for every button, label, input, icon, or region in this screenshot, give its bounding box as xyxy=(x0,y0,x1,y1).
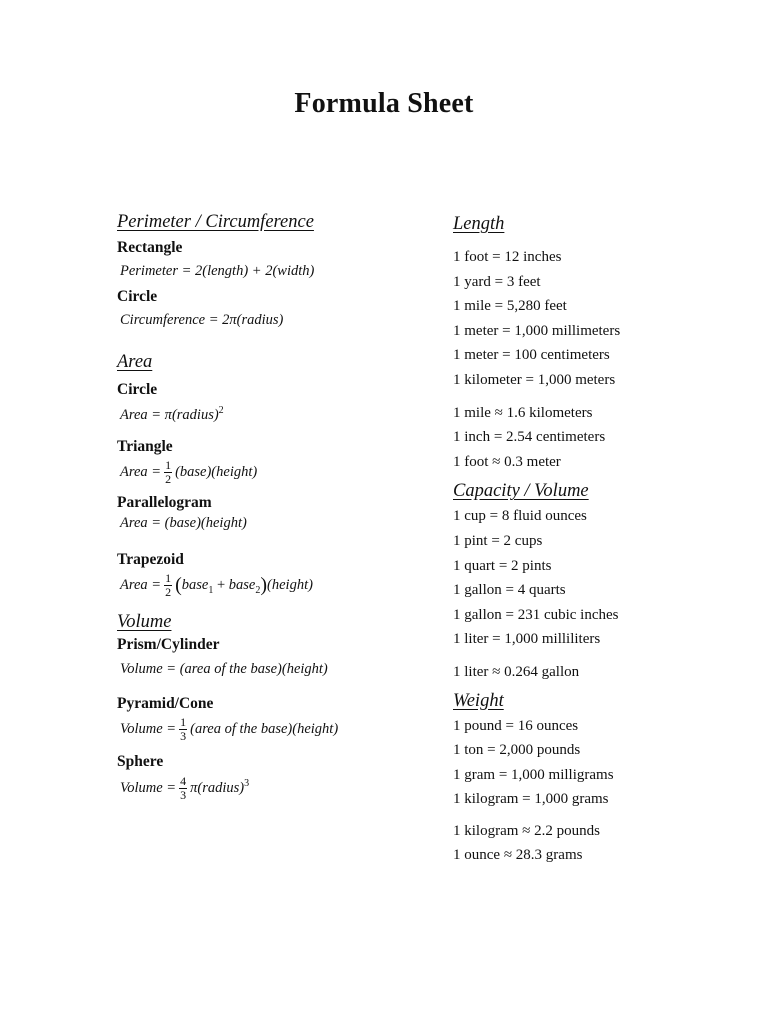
area-circle-formula: Area = π(radius)$^2$ xyxy=(120,405,224,423)
area-heading: Area xyxy=(117,352,153,372)
pyramid-label: Pyramid/Cone xyxy=(117,694,214,712)
volume-heading: Volume xyxy=(117,611,172,632)
capacity-list xyxy=(453,504,753,652)
prism-volume-formula: Volume = (area of the base)(height) xyxy=(120,660,328,677)
trapezoid-area-formula: Area = $\frac{1}{2}$ (base$_1$ + base$_2$)(height) xyxy=(120,571,313,599)
weight-approx-list xyxy=(453,819,753,868)
conversions-column xyxy=(453,209,753,868)
trapezoid-label: Trapezoid xyxy=(117,551,184,568)
list-item: 1 gallon = 4 quarts xyxy=(453,582,566,599)
list-item: 1 mile ≈ 1.6 kilometers xyxy=(453,404,593,421)
list-item: 1 quart = 2 pints xyxy=(453,557,552,574)
pyramid-volume-formula: Volume = $\frac{1}{3}$ (area of the base)(height) xyxy=(120,714,339,743)
list-item: 1 cup = 8 fluid ounces xyxy=(453,508,587,525)
sphere-volume-formula: Volume = $\frac{4}{3}$ π(radius)$^3$ xyxy=(120,774,250,802)
rectangle-label: Rectangle xyxy=(117,239,183,256)
rectangle-perimeter-formula: Perimeter = 2(length) + 2(width) xyxy=(120,263,315,279)
circumference-formula: Circumference = 2π(radius) xyxy=(120,312,284,328)
capacity-heading: Capacity / Volume xyxy=(453,481,589,502)
length-heading: Length xyxy=(453,214,505,234)
list-item: 1 kilogram ≈ 2.2 pounds xyxy=(453,822,600,839)
length-approx-list xyxy=(453,401,753,475)
sphere-label: Sphere xyxy=(117,752,164,770)
list-item: 1 gallon = 231 cubic inches xyxy=(453,606,619,623)
trapezoid-fraction: $\frac{1}{2}$ xyxy=(165,571,172,599)
length-list xyxy=(453,245,753,393)
capacity-approx-list xyxy=(453,660,753,685)
list-item: 1 liter ≈ 0.264 gallon xyxy=(453,663,580,680)
list-item: 1 mile = 5,280 feet xyxy=(453,298,567,315)
list-item: 1 ton = 2,000 pounds xyxy=(453,742,581,759)
list-item: 1 ounce ≈ 28.3 grams xyxy=(453,847,583,864)
list-item: 1 meter = 1,000 millimeters xyxy=(453,322,621,339)
triangle-fraction: $\frac{1}{2}$ xyxy=(165,458,172,486)
list-item: 1 pint = 2 cups xyxy=(453,532,543,549)
list-item: 1 liter = 1,000 milliliters xyxy=(453,631,601,648)
weight-heading: Weight xyxy=(453,690,504,711)
circle-label: Circle xyxy=(117,288,158,305)
list-item: 1 foot ≈ 0.3 meter xyxy=(453,453,561,470)
formulas-column xyxy=(117,209,437,802)
triangle-label: Triangle xyxy=(117,438,173,455)
prism-label: Prism/Cylinder xyxy=(117,635,220,653)
perimeter-heading: Perimeter / Circumference xyxy=(117,212,314,232)
sphere-fraction: $\frac{4}{3}$ xyxy=(180,774,187,802)
pyramid-fraction: $\frac{1}{3}$ xyxy=(180,714,187,743)
list-item: 1 foot = 12 inches xyxy=(453,249,562,265)
list-item: 1 meter = 100 centimeters xyxy=(453,347,610,364)
list-item: 1 kilometer = 1,000 meters xyxy=(453,371,616,388)
triangle-area-formula: Area = $\frac{1}{2}$ (base)(height) xyxy=(120,458,258,486)
list-item: 1 gram = 1,000 milligrams xyxy=(453,766,614,783)
parallelogram-label: Parallelogram xyxy=(117,494,212,511)
list-item: 1 pound = 16 ounces xyxy=(453,717,579,734)
page-title: Formula Sheet xyxy=(294,88,474,119)
list-item: 1 inch = 2.54 centimeters xyxy=(453,429,606,446)
list-item: 1 kilogram = 1,000 grams xyxy=(453,791,609,808)
weight-list xyxy=(453,714,753,812)
list-item: 1 yard = 3 feet xyxy=(453,273,541,290)
parallelogram-area-formula: Area = (base)(height) xyxy=(120,515,247,531)
area-circle-label: Circle xyxy=(117,381,158,398)
